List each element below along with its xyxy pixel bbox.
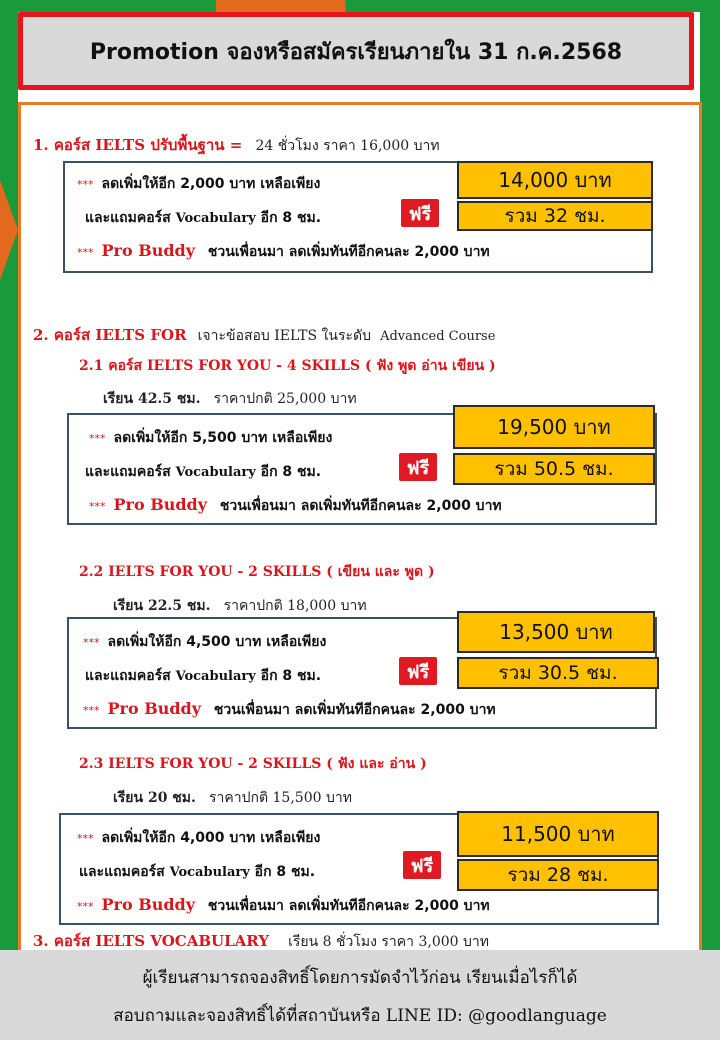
course2-2-price-tag: 13,500 บาท	[457, 611, 655, 653]
course2-1-discount-row	[89, 427, 332, 449]
stars-mark: ***	[89, 500, 106, 513]
pro-buddy-label: Pro Buddy	[101, 895, 196, 914]
course2-1-regular: ราคาปกติ 25,000 บาท	[213, 391, 357, 407]
course2-1-discount-text: ลดเพิ่มให้อีก 5,500 บาท เหลือเพียง	[113, 430, 333, 446]
course2-1-study: เรียน 42.5 ชม.	[103, 391, 201, 407]
course1-buddy-row	[77, 241, 490, 263]
right-green-border	[700, 0, 720, 1040]
course2-3-buddy-row	[77, 895, 490, 917]
bonus-vocab: Vocabulary	[169, 865, 250, 880]
course2-1-hours-tag: รวม 50.5 ชม.	[453, 453, 655, 485]
course2-2-regular: ราคาปกติ 18,000 บาท	[223, 598, 367, 614]
course2-3-info	[113, 787, 352, 809]
course2-1-buddy-text: ชวนเพื่อนมา ลดเพิ่มทันทีอีกคนละ 2,000 บาท	[219, 498, 502, 514]
course1-bonus-row	[85, 207, 321, 229]
footer-banner	[0, 950, 720, 1040]
free-badge: ฟรี	[399, 453, 437, 481]
bonus-suffix: อีก 8 ชม.	[260, 464, 322, 480]
bonus-vocab: Vocabulary	[175, 465, 256, 480]
course1-detail: 24 ชั่วโมง ราคา 16,000 บาท	[255, 138, 440, 154]
pro-buddy-label: Pro Buddy	[107, 699, 202, 718]
left-green-border	[0, 0, 18, 1040]
course2-3-discount-row	[77, 827, 320, 849]
course2-2-title: 2.2 IELTS FOR YOU - 2 SKILLS ( เขียน และ พูด )	[79, 564, 435, 580]
free-badge: ฟรี	[403, 851, 441, 879]
course2-detail-a: เจาะข้อสอบ IELTS ในระดับ	[197, 328, 371, 344]
course2-2-bonus-row	[85, 665, 321, 687]
bonus-vocab: Vocabulary	[175, 669, 256, 684]
course2-2-info	[113, 595, 367, 617]
course1-title: 1. คอร์ส IELTS ปรับพื้นฐาน =	[33, 136, 243, 154]
footer-line-1: ผู้เรียนสามารถจองสิทธิ์โดยการมัดจำไว้ก่อน เรียนเมื่อไรก็ได้	[142, 968, 578, 988]
stars-mark: ***	[77, 246, 94, 259]
course3-title: 3. คอร์ส IELTS VOCABULARY	[33, 932, 270, 950]
course1-discount-text: ลดเพิ่มให้อีก 2,000 บาท เหลือเพียง	[101, 176, 321, 192]
course2-1-buddy-row	[89, 495, 502, 517]
bonus-prefix: และแถมคอร์ส	[79, 864, 165, 880]
course2-2-study: เรียน 22.5 ชม.	[113, 598, 211, 614]
course2-1-price-tag: 19,500 บาท	[453, 405, 655, 449]
course1-price-tag: 14,000 บาท	[457, 161, 653, 199]
course2-3-price-tag: 11,500 บาท	[457, 811, 659, 857]
promotion-title: Promotion จองหรือสมัครเรียนภายใน 31 ก.ค.2568	[89, 39, 623, 65]
course2-3-study: เรียน 20 ชม.	[113, 790, 196, 806]
course2-title: 2. คอร์ส IELTS FOR	[33, 326, 187, 344]
stars-mark: ***	[77, 832, 94, 845]
free-badge: ฟรี	[401, 199, 439, 227]
bonus-prefix: และแถมคอร์ส	[85, 464, 171, 480]
bonus-suffix: อีก 8 ชม.	[260, 668, 322, 684]
course3-detail: เรียน 8 ชั่วโมง ราคา 3,000 บาท	[288, 934, 489, 950]
orange-accent-shape	[0, 180, 18, 280]
course2-detail-b: Advanced Course	[380, 329, 496, 344]
course2-1-info	[103, 388, 357, 410]
course2-1-bonus-row	[85, 461, 321, 483]
pro-buddy-label: Pro Buddy	[113, 495, 208, 514]
stars-mark: ***	[83, 636, 100, 649]
course2-2-buddy-row	[83, 699, 496, 721]
course1-buddy-text: ชวนเพื่อนมา ลดเพิ่มทันทีอีกคนละ 2,000 บาท	[207, 244, 490, 260]
footer-line-2: สอบถามและจองสิทธิ์ได้ที่สถาบันหรือ LINE ID: @goodlanguage	[113, 1006, 607, 1026]
free-badge: ฟรี	[399, 657, 437, 685]
course2-2-discount-row	[83, 631, 326, 653]
bonus-prefix: และแถมคอร์ส	[85, 210, 171, 226]
course2-2-hours-tag: รวม 30.5 ชม.	[457, 657, 659, 689]
bonus-suffix: อีก 8 ชม.	[260, 210, 322, 226]
pro-buddy-label: Pro Buddy	[101, 241, 196, 260]
bonus-prefix: และแถมคอร์ส	[85, 668, 171, 684]
bonus-vocab: Vocabulary	[175, 211, 256, 226]
bonus-suffix: อีก 8 ชม.	[254, 864, 316, 880]
course2-3-discount-text: ลดเพิ่มให้อีก 4,000 บาท เหลือเพียง	[101, 830, 321, 846]
stars-mark: ***	[77, 900, 94, 913]
course1-heading	[33, 133, 440, 157]
course1-discount-row	[77, 173, 320, 195]
stars-mark: ***	[89, 432, 106, 445]
promotion-header	[18, 12, 694, 90]
course2-2-buddy-text: ชวนเพื่อนมา ลดเพิ่มทันทีอีกคนละ 2,000 บาท	[213, 702, 496, 718]
course2-3-bonus-row	[79, 861, 315, 883]
course1-hours-tag: รวม 32 ชม.	[457, 201, 653, 231]
course2-3-buddy-text: ชวนเพื่อนมา ลดเพิ่มทันทีอีกคนละ 2,000 บาท	[207, 898, 490, 914]
top-color-strip	[0, 0, 720, 12]
course2-3-regular: ราคาปกติ 15,500 บาท	[209, 790, 352, 806]
stars-mark: ***	[83, 704, 100, 717]
course2-heading	[33, 323, 495, 347]
stars-mark: ***	[77, 178, 94, 191]
course2-3-hours-tag: รวม 28 ชม.	[457, 859, 659, 891]
course2-2-discount-text: ลดเพิ่มให้อีก 4,500 บาท เหลือเพียง	[107, 634, 327, 650]
course2-3-title: 2.3 IELTS FOR YOU - 2 SKILLS ( ฟัง และ อ่าน )	[79, 756, 427, 772]
course-panel	[18, 102, 702, 950]
course2-1-title: 2.1 คอร์ส IELTS FOR YOU - 4 SKILLS ( ฟัง พูด อ่าน เขียน )	[79, 358, 496, 374]
